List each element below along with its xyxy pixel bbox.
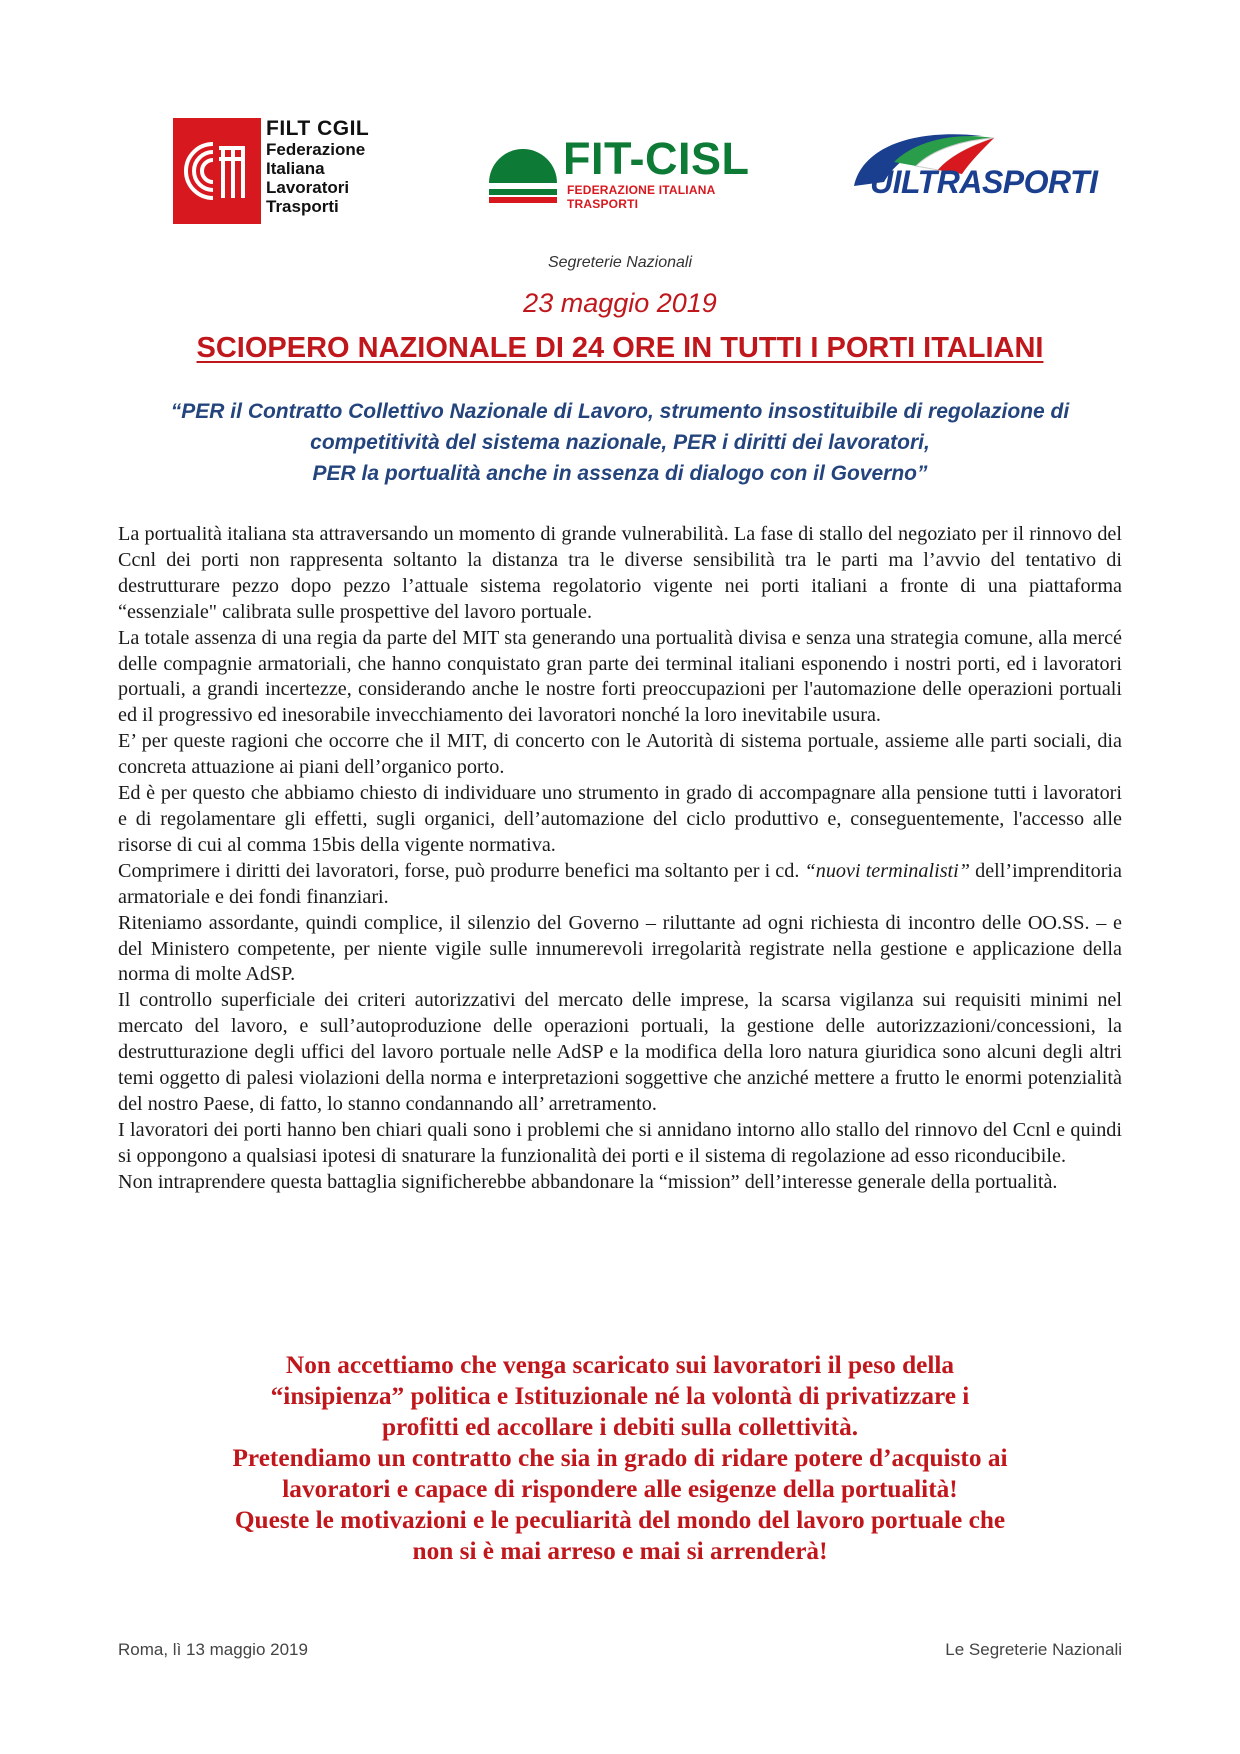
body-paragraph: La totale assenza di una regia da parte del MIT sta generando una portualità divisa e senza una strategia comune, alla mercé delle compagnie armatoriali, che hanno conquistato gran parte dei terminal italiani esponendo i nostri porti, ed i lavoratori portuali, a grandi incertezze, considerando anche le nostre forti preoccupazioni per l'automazione delle operazioni portuali ed il progressivo ed inesorabile invecchiamento dei lavoratori nonché la loro inevitabile usura. bbox=[118, 626, 1122, 727]
filt-cgil-line: Italiana bbox=[266, 159, 325, 178]
signature: Le Segreterie Nazionali bbox=[945, 1640, 1122, 1659]
filt-cgil-emblem-icon bbox=[173, 118, 261, 224]
body-paragraph: E’ per queste ragioni che occorre che il MIT, di concerto con le Autorità di sistema portuale, assieme alle parti sociali, dia concreta attuazione ai piani dell’organico porto. bbox=[118, 730, 1122, 779]
closing-line: Queste le motivazioni e le peculiarità del mondo del lavoro portuale che bbox=[234, 1506, 1006, 1534]
strike-date: 23 maggio 2019 bbox=[523, 288, 717, 318]
quote-line: competitività del sistema nazionale, PER i diritti dei lavoratori, bbox=[310, 431, 930, 454]
body-paragraph bbox=[118, 859, 1122, 911]
body-emphasis: “nuovi terminalisti” bbox=[804, 859, 971, 882]
fit-cisl-subtitle: FEDERAZIONE ITALIANA TRASPORTI bbox=[567, 183, 715, 211]
body-paragraph: I lavoratori dei porti hanno ben chiari quali sono i problemi che si annidano intorno allo stallo del rinnovo del Ccnl e quindi si oppongono a qualsiasi ipotesi di snaturare la funzionalità dei porti e il sistema di regolazione ad esso riconducibile. bbox=[118, 1118, 1122, 1167]
body-paragraph: Il controllo superficiale dei criteri autorizzativi del mercato delle imprese, la scarsa vigilanza sui requisiti minimi nel mercato del lavoro, e sull’autoproduzione delle operazioni portuali, la gestione delle autorizzazioni/concessioni, la destrutturazione degli uffici del lavoro portuale nelle AdSP e la modifica della loro natura giuridica sono alcuni degli altri temi oggetto di palesi violazioni della norma e interpretazioni soggettive che anziché mettere a frutto le enormi potenzialità del nostro Paese, di fatto, lo stanno condannando all’ arretramento. bbox=[118, 989, 1122, 1115]
filt-cgil-title: FILT CGIL bbox=[266, 117, 370, 140]
filt-cgil-logo bbox=[173, 118, 393, 228]
body-paragraph: Riteniamo assordante, quindi complice, il silenzio del Governo – riluttante ad ogni richiesta di incontro delle OO.SS. – e del Ministero competente, per niente vigile sulle innumerevoli irregolarità registrate nella gestione e applicazione della norma di molte AdSP. bbox=[118, 911, 1122, 986]
filt-cgil-line: Federazione bbox=[266, 140, 366, 159]
quote-line: PER la portualità anche in assenza di dialogo con il Governo” bbox=[312, 462, 928, 485]
uiltrasporti-logo bbox=[832, 122, 1102, 218]
fit-cisl-logo bbox=[485, 131, 765, 211]
body-text bbox=[118, 522, 1122, 1196]
body-text-run: dell’imprenditoria armatoriale e dei fondi finanziari. bbox=[118, 859, 1122, 908]
body-paragraph: Non intraprendere questa battaglia significherebbe abbandonare la “mission” dell’interesse generale della portualità. bbox=[118, 1170, 1058, 1193]
closing-line: Pretendiamo un contratto che sia in grado di ridare potere d’acquisto ai bbox=[232, 1444, 1008, 1472]
closing-line: “insipienza” politica e Istituzionale né la volontà di privatizzare i bbox=[270, 1382, 970, 1410]
closing-line: lavoratori e capace di rispondere alle esigenze della portualità! bbox=[282, 1475, 958, 1503]
filt-cgil-emblem bbox=[173, 118, 261, 224]
logo-row bbox=[0, 118, 1240, 228]
filt-cgil-line: Lavoratori bbox=[266, 178, 350, 197]
closing-line: non si è mai arreso e mai si arrenderà! bbox=[412, 1537, 828, 1565]
closing-line: Non accettiamo che venga scaricato sui lavoratori il peso della bbox=[285, 1351, 955, 1379]
fit-cisl-emblem-icon bbox=[485, 135, 561, 205]
filt-cgil-line: Trasporti bbox=[266, 197, 339, 216]
place-date: Roma, lì 13 maggio 2019 bbox=[118, 1640, 308, 1659]
closing-statement bbox=[80, 1350, 1160, 1567]
fit-cisl-wordmark bbox=[563, 135, 765, 211]
segreterie-label: Segreterie Nazionali bbox=[547, 254, 693, 271]
uiltrasporti-wordmark: UILTRASPORTI bbox=[870, 164, 1098, 200]
page-title: SCIOPERO NAZIONALE DI 24 ORE IN TUTTI I PORTI ITALIANI bbox=[196, 332, 1044, 364]
body-paragraph: La portualità italiana sta attraversando un momento di grande vulnerabilità. La fase di stallo del negoziato per il rinnovo del Ccnl dei porti non rappresenta soltanto la distanza tra le diverse sensibilità tra le parti ma l’avvio del tentativo di destrutturare pezzo dopo pezzo l’attuale sistema regolatorio vigente nei porti italiani a fronte di una piattaforma “essenziale" calibrata sulle prospettive del lavoro portuale. bbox=[118, 523, 1122, 623]
filt-cgil-wordmark bbox=[266, 118, 369, 216]
body-paragraph: Ed è per questo che abbiamo chiesto di individuare uno strumento in grado di accompagnare alla pensione tutti i lavoratori e di regolamentare gli effetti, sugli organici, dell’automazione del ciclo produttivo e, conseguentemente, l'accesso alle risorse di cui al comma 15bis della vigente normativa. bbox=[118, 782, 1122, 856]
quote-line: “PER il Contratto Collettivo Nazionale di Lavoro, strumento insostituibile di regolazione di bbox=[170, 400, 1070, 423]
fit-cisl-title: FIT-CISL bbox=[563, 133, 750, 184]
quote-block bbox=[110, 396, 1130, 489]
body-text-run: Comprimere i diritti dei lavoratori, forse, può produrre benefici ma soltanto per i cd. bbox=[118, 859, 805, 882]
closing-line: profitti ed accollare i debiti sulla collettività. bbox=[381, 1413, 859, 1441]
